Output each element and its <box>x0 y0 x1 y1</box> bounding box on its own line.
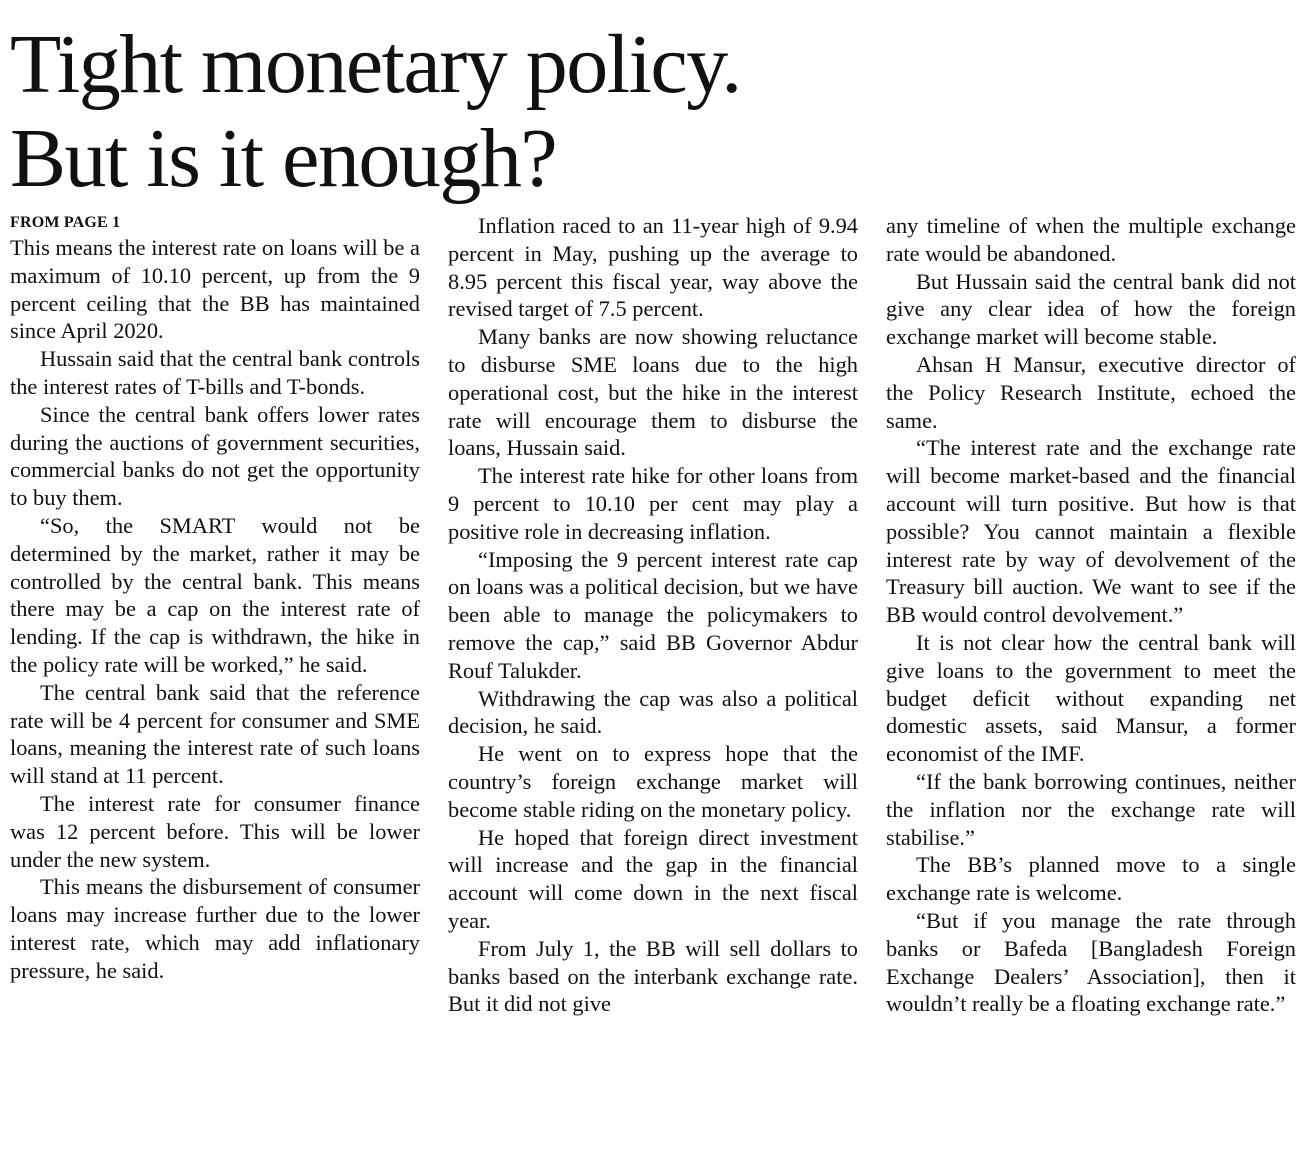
paragraph: He hoped that foreign direct investment will increase and the gap in the financial account will come down in the next fiscal year. <box>448 824 858 933</box>
paragraph: He went on to express hope that the country’s foreign exchange market will become stable riding on the monetary policy. <box>448 741 858 822</box>
paragraph: The BB’s planned move to a single exchange rate is welcome. <box>886 852 1296 906</box>
headline-line-2: But is it enough? <box>10 112 557 205</box>
paragraph: Withdrawing the cap was also a political decision, he said. <box>448 685 858 739</box>
paragraph: This means the disbursement of consumer loans may increase further due to the lower interest rate, which may add inflationary pressure, he said. <box>10 874 420 983</box>
paragraph: The central bank said that the reference rate will be 4 percent for consumer and SME loans, meaning the interest rate of such loans will stand at 11 percent. <box>10 679 420 789</box>
article-column-2 <box>448 212 858 1162</box>
paragraph: Inflation raced to an 11-year high of 9.94 percent in May, pushing up the average to 8.95 percent this fiscal year, way above the revised target of 7.5 percent. <box>448 213 858 322</box>
paragraph-continued: any timeline of when the multiple exchange rate would be abandoned. <box>886 213 1296 266</box>
headline <box>10 18 1290 206</box>
paragraph: “So, the SMART would not be determined by the market, rather it may be controlled by the central bank. This means there may be a cap on the interest rate of lending. If the cap is withdrawn, the hike in the policy rate will be worked,” he said. <box>10 512 420 677</box>
paragraph: “The interest rate and the exchange rate will become market-based and the financial account will turn positive. But how is that possible? You cannot maintain a flexible interest rate by way of devolvement of the Treasury bill auction. We want to see if the BB would control devolvement.” <box>886 435 1296 628</box>
from-page-kicker: FROM PAGE 1 <box>10 214 121 231</box>
paragraph: Hussain said that the central bank controls the interest rates of T-bills and T-bonds. <box>10 346 420 399</box>
paragraph: Since the central bank offers lower rates during the auctions of government securities, commercial banks do not get the opportunity to buy them. <box>10 401 420 511</box>
paragraph: “Imposing the 9 percent interest rate cap on loans was a political decision, but we have been able to manage the policymakers to remove the cap,” said BB Governor Abdur Rouf Talukder. <box>448 546 858 683</box>
article-column-1 <box>10 212 420 1162</box>
paragraph: “If the bank borrowing continues, neither the inflation nor the exchange rate will stabilise.” <box>886 768 1296 850</box>
paragraph: Ahsan H Mansur, executive director of the Policy Research Institute, echoed the same. <box>886 351 1296 433</box>
paragraph: From July 1, the BB will sell dollars to banks based on the interbank exchange rate. But it did not give <box>448 935 858 1017</box>
paragraph: It is not clear how the central bank will give loans to the government to meet the budget deficit without expanding net domestic assets, said Mansur, a former economist of the IMF. <box>886 629 1296 767</box>
paragraph: The interest rate for consumer finance was 12 percent before. This will be lower under the new system. <box>10 790 420 872</box>
paragraph: But Hussain said the central bank did not give any clear idea of how the foreign exchange market will become stable. <box>886 268 1296 350</box>
paragraph: This means the interest rate on loans will be a maximum of 10.10 percent, up from the 9 percent ceiling that the BB has maintained since April 2020. <box>10 235 420 344</box>
paragraph: “But if you manage the rate through banks or Bafeda [Bangladesh Foreign Exchange Dealers’ Association], then it wouldn’t really be a floating exchange rate.” <box>886 907 1296 1017</box>
paragraph: The interest rate hike for other loans from 9 percent to 10.10 per cent may play a positive role in decreasing inflation. <box>448 463 858 544</box>
paragraph: Many banks are now showing reluctance to disburse SME loans due to the high operational cost, but the hike in the interest rate will encourage them to disburse the loans, Hussain said. <box>448 324 858 461</box>
article-column-3 <box>886 212 1296 1162</box>
headline-line-1: Tight monetary policy. <box>10 18 741 111</box>
